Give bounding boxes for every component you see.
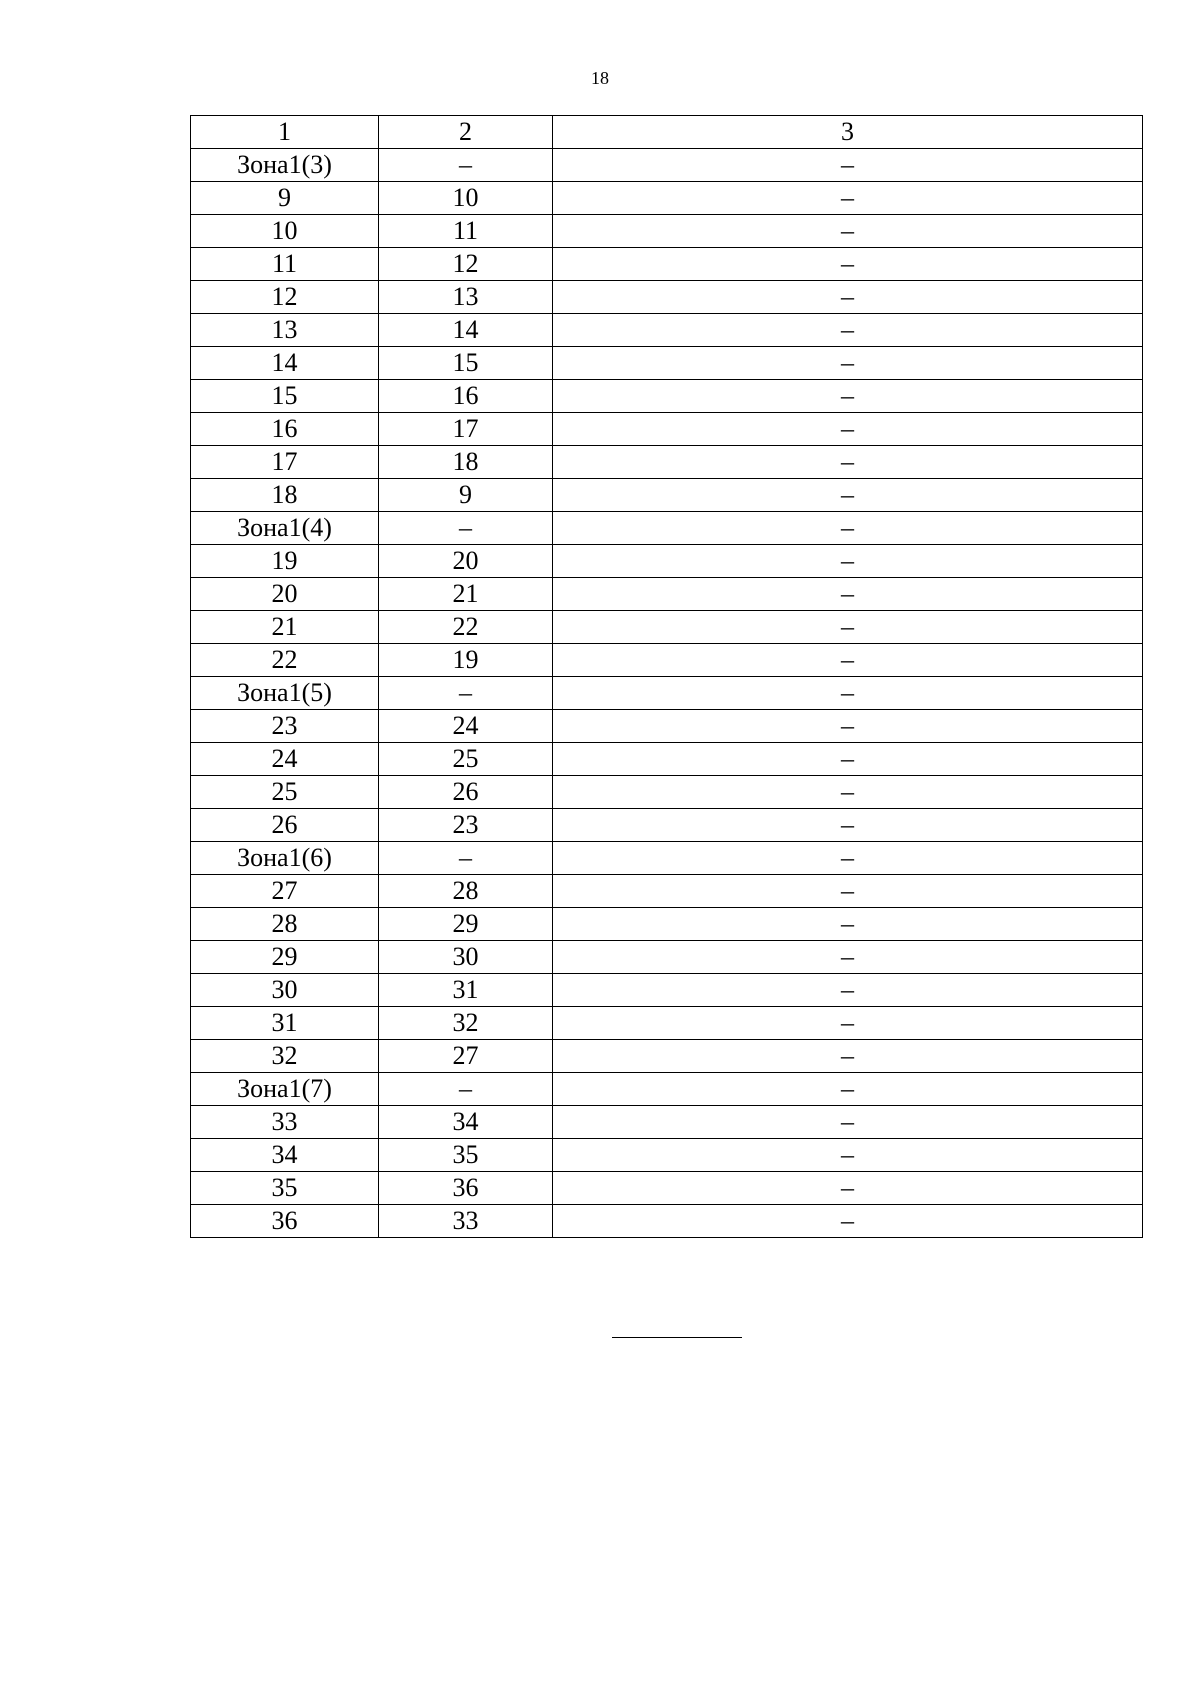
- table-cell-col-3: –: [553, 149, 1143, 182]
- table-cell-col-1: 11: [191, 248, 379, 281]
- table-cell-col-2: –: [379, 677, 553, 710]
- table-row: [191, 1139, 1143, 1172]
- table-cell-col-2: 18: [379, 446, 553, 479]
- table-cell-col-1: Зона1(7): [191, 1073, 379, 1106]
- table-row: [191, 1106, 1143, 1139]
- table-row: [191, 1172, 1143, 1205]
- table-row: [191, 842, 1143, 875]
- table-cell-col-3: –: [553, 479, 1143, 512]
- table-cell-col-3: –: [553, 1106, 1143, 1139]
- table-cell-col-3: –: [553, 974, 1143, 1007]
- table-cell-col-2: 32: [379, 1007, 553, 1040]
- table-cell-col-2: 33: [379, 1205, 553, 1238]
- table-row: [191, 512, 1143, 545]
- table-row: [191, 380, 1143, 413]
- table-row: [191, 908, 1143, 941]
- table-cell-col-3: –: [553, 908, 1143, 941]
- table-row: [191, 941, 1143, 974]
- table-cell-col-2: 26: [379, 776, 553, 809]
- table-cell-col-3: –: [553, 215, 1143, 248]
- table-cell-col-3: –: [553, 248, 1143, 281]
- table-cell-col-1: 21: [191, 611, 379, 644]
- table-row: [191, 710, 1143, 743]
- table-cell-col-3: –: [553, 1139, 1143, 1172]
- table-cell-col-3: –: [553, 545, 1143, 578]
- table-row: [191, 644, 1143, 677]
- table-cell-col-3: –: [553, 1073, 1143, 1106]
- table-cell-col-3: –: [553, 578, 1143, 611]
- table-cell-col-3: –: [553, 842, 1143, 875]
- table-cell-col-3: –: [553, 710, 1143, 743]
- table-body: [191, 116, 1143, 1238]
- table-cell-col-2: 29: [379, 908, 553, 941]
- column-header-1: 1: [191, 116, 379, 149]
- table-header-row: [191, 116, 1143, 149]
- table-cell-col-2: 24: [379, 710, 553, 743]
- table-cell-col-2: –: [379, 149, 553, 182]
- table-cell-col-2: 22: [379, 611, 553, 644]
- table-cell-col-1: Зона1(3): [191, 149, 379, 182]
- table-row: [191, 1073, 1143, 1106]
- table-cell-col-2: 36: [379, 1172, 553, 1205]
- table-row: [191, 875, 1143, 908]
- table-cell-col-3: –: [553, 677, 1143, 710]
- table-cell-col-2: 12: [379, 248, 553, 281]
- closing-rule: [612, 1337, 742, 1338]
- table-cell-col-2: 31: [379, 974, 553, 1007]
- table-cell-col-1: 15: [191, 380, 379, 413]
- table-cell-col-2: 15: [379, 347, 553, 380]
- table-cell-col-3: –: [553, 743, 1143, 776]
- table-cell-col-1: 14: [191, 347, 379, 380]
- table-cell-col-1: 29: [191, 941, 379, 974]
- table-row: [191, 281, 1143, 314]
- table-cell-col-3: –: [553, 644, 1143, 677]
- table-row: [191, 446, 1143, 479]
- table-cell-col-1: 16: [191, 413, 379, 446]
- table-cell-col-2: 27: [379, 1040, 553, 1073]
- table-cell-col-2: 14: [379, 314, 553, 347]
- table-cell-col-3: –: [553, 941, 1143, 974]
- table-cell-col-3: –: [553, 512, 1143, 545]
- table-cell-col-1: 25: [191, 776, 379, 809]
- table-cell-col-3: –: [553, 380, 1143, 413]
- table-cell-col-1: 31: [191, 1007, 379, 1040]
- table-cell-col-2: 13: [379, 281, 553, 314]
- table-cell-col-2: 16: [379, 380, 553, 413]
- table-cell-col-1: 10: [191, 215, 379, 248]
- table-cell-col-1: 26: [191, 809, 379, 842]
- table-cell-col-2: 28: [379, 875, 553, 908]
- table-cell-col-3: –: [553, 1205, 1143, 1238]
- table-row: [191, 1205, 1143, 1238]
- table-cell-col-3: –: [553, 281, 1143, 314]
- table-cell-col-3: –: [553, 1040, 1143, 1073]
- table-cell-col-3: –: [553, 314, 1143, 347]
- table-row: [191, 1007, 1143, 1040]
- page-number: 18: [591, 68, 609, 88]
- column-header-2: 2: [379, 116, 553, 149]
- table-cell-col-3: –: [553, 1172, 1143, 1205]
- table-cell-col-3: –: [553, 347, 1143, 380]
- table-cell-col-1: Зона1(5): [191, 677, 379, 710]
- table-row: [191, 743, 1143, 776]
- table-row: [191, 974, 1143, 1007]
- table-cell-col-2: 21: [379, 578, 553, 611]
- table-cell-col-3: –: [553, 776, 1143, 809]
- table-cell-col-2: 35: [379, 1139, 553, 1172]
- table-cell-col-1: 34: [191, 1139, 379, 1172]
- table-cell-col-2: 19: [379, 644, 553, 677]
- table-cell-col-3: –: [553, 1007, 1143, 1040]
- table-cell-col-1: 18: [191, 479, 379, 512]
- table-cell-col-2: 30: [379, 941, 553, 974]
- table-row: [191, 776, 1143, 809]
- table-row: [191, 479, 1143, 512]
- table-cell-col-2: –: [379, 512, 553, 545]
- table-cell-col-2: 17: [379, 413, 553, 446]
- table-cell-col-1: 9: [191, 182, 379, 215]
- table-cell-col-1: Зона1(4): [191, 512, 379, 545]
- table-cell-col-3: –: [553, 809, 1143, 842]
- table-cell-col-1: 20: [191, 578, 379, 611]
- table-cell-col-1: 19: [191, 545, 379, 578]
- table-cell-col-1: 28: [191, 908, 379, 941]
- table-cell-col-1: Зона1(6): [191, 842, 379, 875]
- table-row: [191, 611, 1143, 644]
- table-cell-col-2: 9: [379, 479, 553, 512]
- table-row: [191, 578, 1143, 611]
- table-cell-col-3: –: [553, 182, 1143, 215]
- table-row: [191, 149, 1143, 182]
- table-row: [191, 215, 1143, 248]
- table-cell-col-1: 32: [191, 1040, 379, 1073]
- table-row: [191, 1040, 1143, 1073]
- table-cell-col-2: 20: [379, 545, 553, 578]
- table-cell-col-1: 22: [191, 644, 379, 677]
- table-cell-col-2: –: [379, 1073, 553, 1106]
- table-cell-col-1: 33: [191, 1106, 379, 1139]
- table-cell-col-2: 11: [379, 215, 553, 248]
- table-row: [191, 809, 1143, 842]
- table-row: [191, 347, 1143, 380]
- table-row: [191, 677, 1143, 710]
- table-cell-col-1: 12: [191, 281, 379, 314]
- table-cell-col-1: 23: [191, 710, 379, 743]
- table-cell-col-1: 36: [191, 1205, 379, 1238]
- table-cell-col-2: 10: [379, 182, 553, 215]
- table-cell-col-1: 30: [191, 974, 379, 1007]
- column-header-3: 3: [553, 116, 1143, 149]
- table-cell-col-1: 17: [191, 446, 379, 479]
- table-cell-col-3: –: [553, 413, 1143, 446]
- table-cell-col-1: 35: [191, 1172, 379, 1205]
- table-row: [191, 182, 1143, 215]
- table-row: [191, 413, 1143, 446]
- table-cell-col-3: –: [553, 875, 1143, 908]
- table-cell-col-2: 25: [379, 743, 553, 776]
- table-cell-col-2: 34: [379, 1106, 553, 1139]
- table-cell-col-1: 13: [191, 314, 379, 347]
- data-table: [190, 115, 1143, 1238]
- table-cell-col-1: 24: [191, 743, 379, 776]
- table-cell-col-2: 23: [379, 809, 553, 842]
- table-cell-col-1: 27: [191, 875, 379, 908]
- table-row: [191, 545, 1143, 578]
- table-row: [191, 314, 1143, 347]
- table-row: [191, 248, 1143, 281]
- table-cell-col-2: –: [379, 842, 553, 875]
- table-cell-col-3: –: [553, 611, 1143, 644]
- table-cell-col-3: –: [553, 446, 1143, 479]
